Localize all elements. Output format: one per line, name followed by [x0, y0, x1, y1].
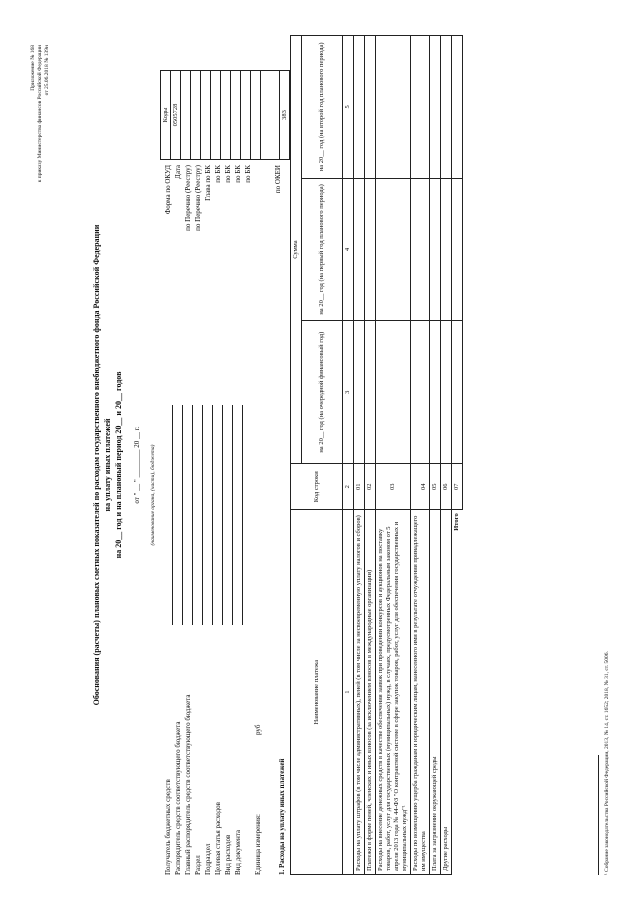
table-row: [430, 36, 441, 875]
row-code: 06: [441, 464, 452, 510]
expense-type-label: Вид расходов: [224, 834, 232, 875]
total-value-y1: [452, 321, 463, 464]
row-code: 02: [365, 464, 376, 510]
bk-code-1: [221, 71, 231, 160]
bk-code-2: [231, 71, 241, 160]
target-article-line: [222, 405, 223, 625]
row-value-y1: [376, 321, 411, 464]
recipient-label: Получатель бюджетных средств: [164, 779, 172, 875]
okei-code: 383: [280, 71, 290, 160]
distributor-line: [182, 405, 183, 625]
chapter-code: [211, 71, 221, 160]
appendix-block: [30, 45, 51, 345]
appendix-line-1: Приложение № 168: [30, 45, 36, 91]
total-value-y2: [452, 178, 463, 321]
num-cell-4: 4: [343, 178, 354, 321]
table-row: [365, 36, 376, 875]
subsection-label: Подраздел: [204, 843, 212, 875]
organ-caption: (наименование органа, (части), бюджета): [150, 444, 156, 546]
col-sum-header: Сумма: [291, 36, 302, 464]
form-title-line-3: на 20__ год и на плановый период 20__ и 20__ годов: [114, 371, 123, 559]
expense-type-line: [232, 405, 233, 625]
form-date-line: от " __ " ________ 20 __ г.: [133, 426, 141, 504]
table-row: [376, 36, 411, 875]
row-name: Расходы на внесение денежных средств в качестве обеспечения заявок при проведении конкурсов и аукционов на поставку товаров, работ, услуг для государственных (муниципальных) нужд, в случаях, предусмотренных Федеральным законом от 5 апреля 2013 года № 44-ФЗ "О контрактной системе в сфере закупок товаров, работ, услуг для обеспечения государственных и муниципальных нужд"¹: [376, 510, 411, 875]
appendix-line-3: от 25.06.2018 № 139н: [44, 45, 50, 96]
row-code: 04: [411, 464, 430, 510]
registry-code-2: [201, 71, 211, 160]
col-year2-header: на 20__ год (на первый год планового периода): [302, 178, 343, 321]
form-title-line-2: на уплату иных платежей: [103, 418, 112, 512]
row-value-y3: [365, 36, 376, 179]
total-label: Итого: [452, 510, 463, 875]
row-value-y3: [354, 36, 365, 179]
recipient-line: [172, 405, 173, 625]
row-value-y3: [376, 36, 411, 179]
distributor-label: Распорядитель средств соответствующего бюджета: [174, 721, 182, 875]
num-cell-3: 3: [343, 321, 354, 464]
row-name: Платежи в форме пеней, членских и иных взносов (за исключением взносов в международные организации): [365, 510, 376, 875]
subsection-line: [212, 405, 213, 625]
registry-label-2: по Перечню (Реестру): [194, 165, 202, 231]
row-value-y2: [411, 178, 430, 321]
row-name: Расходы на уплату штрафов (в том числе административных), пеней (в том числе за несвоевременную уплату налогов и сборов): [354, 510, 365, 875]
total-value-y3: [452, 36, 463, 179]
num-cell-1: 1: [343, 510, 354, 875]
col-name-header: Наименование платежа: [291, 510, 343, 875]
codes-header: Коды: [161, 71, 171, 160]
row-value-y3: [441, 36, 452, 179]
okud-label: Форма по ОКУД: [164, 165, 172, 215]
num-cell-5: 5: [343, 36, 354, 179]
col-code-header: Код строки: [291, 464, 343, 510]
col-year3-header: на 20__ год (на второй год планового периода): [302, 36, 343, 179]
row-value-y2: [354, 178, 365, 321]
row-code: 03: [376, 464, 411, 510]
blank-code: [261, 71, 280, 160]
date-label: Дата: [174, 165, 182, 179]
footnote: ¹ Собрание законодательства Российской Федерации, 2013, № 14, ст. 1652; 2018, № 31, ст. 5006.: [604, 651, 610, 875]
payments-table: [290, 35, 463, 875]
row-name: Расходы по возмещению ущерба гражданам и юридическим лицам, нанесенного ими в результате отчуждения принадлежащего им имущества: [411, 510, 430, 875]
chief-distributor-label: Главный распорядитель средств соответствующего бюджета: [184, 694, 192, 875]
table-row: [411, 36, 430, 875]
form-title: Обоснования (расчеты) плановых сметных показателей по расходам государственного внебюджетного фонда Российской Федерации: [92, 224, 101, 706]
row-value-y1: [441, 321, 452, 464]
row-value-y2: [376, 178, 411, 321]
section-heading: 1. Расходы на уплату иных платежей: [278, 758, 286, 875]
bk-label-3: по БК: [234, 165, 242, 183]
target-article-label: Целевая статья расходов: [214, 802, 222, 875]
bk-label-4: по БК: [244, 165, 252, 183]
unit-value: руб: [254, 724, 262, 735]
okud-code: 0505728: [171, 71, 181, 160]
total-row: [452, 36, 463, 875]
num-cell-2: 2: [343, 464, 354, 510]
document-type-line: [242, 405, 243, 625]
col-year1-header: на 20__ год (на очередной финансовый год): [302, 321, 343, 464]
row-code: 05: [430, 464, 441, 510]
row-name: Другие расходы: [441, 510, 452, 875]
row-name: Плата за загрязнение окружающей среды: [430, 510, 441, 875]
section-line: [202, 405, 203, 625]
bk-code-3: [241, 71, 251, 160]
registry-label-1: по Перечню (Реестру): [184, 165, 192, 231]
section-label: Раздел: [194, 855, 202, 875]
footnote-rule: [598, 755, 599, 875]
bk-label-1: по БК: [214, 165, 222, 183]
row-value-y3: [430, 36, 441, 179]
row-value-y3: [411, 36, 430, 179]
row-value-y2: [430, 178, 441, 321]
row-value-y1: [354, 321, 365, 464]
table-row: [354, 36, 365, 875]
bk-code-4: [251, 71, 261, 160]
date-code: [181, 71, 191, 160]
codes-table: [160, 70, 290, 160]
row-value-y2: [365, 178, 376, 321]
registry-code-1: [191, 71, 201, 160]
okei-label: по ОКЕИ: [274, 165, 282, 194]
row-value-y1: [411, 321, 430, 464]
row-value-y1: [430, 321, 441, 464]
total-code: 07: [452, 464, 463, 510]
row-code: 01: [354, 464, 365, 510]
row-value-y1: [365, 321, 376, 464]
chapter-bk-label: Глава по БК: [204, 165, 212, 201]
bk-label-2: по БК: [224, 165, 232, 183]
row-value-y2: [441, 178, 452, 321]
document-type-label: Вид документа: [234, 829, 242, 875]
chief-distributor-line: [192, 405, 193, 625]
unit-label: Единица измерения:: [254, 814, 262, 875]
table-row: [441, 36, 452, 875]
appendix-line-2: к приказу Министерства финансов Российской Федерации: [37, 45, 43, 183]
